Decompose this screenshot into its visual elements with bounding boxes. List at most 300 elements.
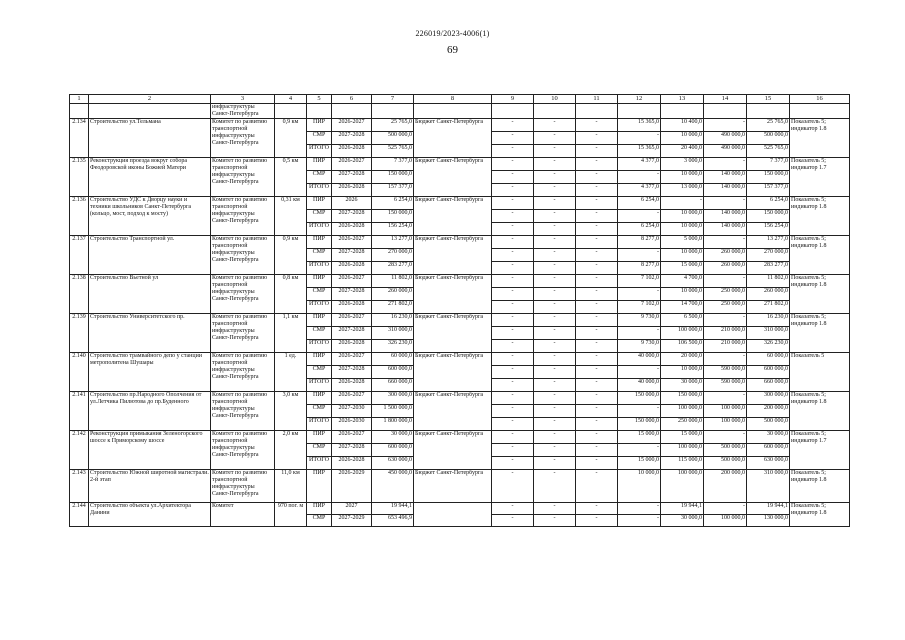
stage-type: ПИР (307, 353, 332, 366)
stage-type: ИТОГО (307, 457, 332, 470)
amount-cell: - (534, 158, 576, 171)
amount-cell: 13 000,0 (661, 184, 704, 197)
row-number: 2.139 (70, 314, 89, 353)
amount-cell: - (534, 353, 576, 366)
amount-cell: 140 000,0 (704, 184, 747, 197)
stage-total: 271 802,0 (372, 301, 414, 314)
object-name: Строительство Вьетной ул (89, 275, 211, 314)
amount-cell: 100 000,0 (661, 405, 704, 418)
stage-years: 2026-2029 (332, 470, 372, 503)
stage-total: 653 496,9 (372, 515, 414, 527)
carry-over-agency: инфраструктуры Санкт-Петербурга (211, 104, 275, 119)
responsible-agency: Комитет (211, 503, 275, 527)
amount-cell: 130 000,0 (747, 515, 790, 527)
amount-cell: - (492, 145, 534, 158)
amount-cell: 250 000,0 (704, 288, 747, 301)
amount-cell: 4 377,0 (618, 184, 661, 197)
amount-cell: - (492, 171, 534, 184)
amount-cell: - (576, 301, 618, 314)
column-number: 2 (89, 95, 211, 104)
amount-cell: - (492, 470, 534, 503)
amount-cell: 19 944,1 (747, 503, 790, 515)
stage-years: 2027-2029 (332, 515, 372, 527)
amount-cell: - (576, 314, 618, 327)
row-number: 2.134 (70, 119, 89, 158)
amount-cell: 260 000,0 (747, 288, 790, 301)
stage-years: 2026-2028 (332, 262, 372, 275)
stage-years: 2026-2027 (332, 314, 372, 327)
row-number: 2.137 (70, 236, 89, 275)
stage-total: 270 000,0 (372, 249, 414, 262)
amount-cell: - (576, 119, 618, 132)
row-number: 2.142 (70, 431, 89, 470)
stage-years: 2026-2028 (332, 145, 372, 158)
amount-cell: 6 254,0 (747, 197, 790, 210)
amount-cell: - (576, 158, 618, 171)
carry-over-row (70, 104, 850, 119)
stage-type: СМР (307, 444, 332, 457)
amount-cell: - (704, 158, 747, 171)
object-name: Строительство пр.Народного Ополчения от ул.Летчика Пилютова до пр.Буденного (89, 392, 211, 431)
amount-cell: 100 000,0 (661, 444, 704, 457)
indicator: Показатель 5; индикатор 1.7 (790, 158, 850, 197)
stage-total: 660 000,0 (372, 379, 414, 392)
amount-cell: - (618, 503, 661, 515)
amount-cell: - (534, 392, 576, 405)
stage-total: 60 000,0 (372, 353, 414, 366)
amount-cell: 630 000,0 (747, 457, 790, 470)
amount-cell: 10 000,0 (661, 132, 704, 145)
stage-years: 2027-2028 (332, 366, 372, 379)
stage-total: 283 277,0 (372, 262, 414, 275)
stage-years: 2027-2028 (332, 210, 372, 223)
amount-cell: 200 000,0 (747, 405, 790, 418)
stage-years: 2026-2028 (332, 457, 372, 470)
funding-source: Бюджет Санкт-Петербурга (414, 197, 492, 236)
stage-type: ИТОГО (307, 418, 332, 431)
amount-cell: 7 102,0 (618, 301, 661, 314)
amount-cell: - (534, 515, 576, 527)
object-name: Реконструкция проезда вокруг собора Феодоровской иконы Божией Матери (89, 158, 211, 197)
amount-cell: 140 000,0 (704, 210, 747, 223)
stage-total: 450 000,0 (372, 470, 414, 503)
stage-type: ПИР (307, 236, 332, 249)
object-capacity: 1 ед. (275, 353, 307, 392)
stage-years: 2027-2028 (332, 327, 372, 340)
column-number: 8 (414, 95, 492, 104)
stage-years: 2026-2027 (332, 275, 372, 288)
amount-cell: 15 365,0 (618, 145, 661, 158)
table-row (70, 431, 850, 444)
object-name: Строительство ул.Тельмана (89, 119, 211, 158)
amount-cell: - (492, 275, 534, 288)
amount-cell: 19 944,1 (661, 503, 704, 515)
amount-cell: - (576, 418, 618, 431)
amount-cell: 15 000,0 (618, 431, 661, 444)
amount-cell: 500 000,0 (704, 444, 747, 457)
row-number: 2.140 (70, 353, 89, 392)
amount-cell: - (492, 503, 534, 515)
amount-cell: - (576, 262, 618, 275)
amount-cell: 15 000,0 (661, 262, 704, 275)
amount-cell: - (704, 275, 747, 288)
stage-type: СМР (307, 249, 332, 262)
object-capacity: 11,0 км (275, 470, 307, 503)
table-row (70, 503, 850, 515)
stage-years: 2026-2028 (332, 340, 372, 353)
amount-cell: - (534, 171, 576, 184)
stage-type: ИТОГО (307, 184, 332, 197)
object-name: Реконструкция примыкания Зеленогорского шоссе к Приморскому шоссе (89, 431, 211, 470)
amount-cell: - (492, 158, 534, 171)
amount-cell: 5 000,0 (661, 236, 704, 249)
stage-years: 2026-2028 (332, 301, 372, 314)
stage-years: 2027-2028 (332, 132, 372, 145)
amount-cell: 525 765,0 (747, 145, 790, 158)
program-table (69, 94, 850, 527)
responsible-agency: Комитет по развитию транспортной инфраструктуры Санкт-Петербурга (211, 158, 275, 197)
stage-type: ПИР (307, 197, 332, 210)
stage-type: СМР (307, 132, 332, 145)
amount-cell: 600 000,0 (747, 366, 790, 379)
amount-cell: - (492, 431, 534, 444)
responsible-agency: Комитет по развитию транспортной инфраструктуры Санкт-Петербурга (211, 392, 275, 431)
object-capacity: 0,8 км (275, 275, 307, 314)
stage-years: 2026-2028 (332, 184, 372, 197)
amount-cell: - (492, 457, 534, 470)
amount-cell: - (492, 366, 534, 379)
amount-cell: 20 000,0 (661, 353, 704, 366)
amount-cell: 16 230,0 (747, 314, 790, 327)
stage-total: 525 765,0 (372, 145, 414, 158)
amount-cell: - (534, 418, 576, 431)
amount-cell: - (534, 184, 576, 197)
amount-cell: - (576, 249, 618, 262)
amount-cell: 200 000,0 (704, 470, 747, 503)
amount-cell: - (534, 223, 576, 236)
table-row (70, 353, 850, 366)
table-row (70, 275, 850, 288)
object-capacity: 0,9 км (275, 236, 307, 275)
amount-cell: - (534, 431, 576, 444)
stage-type: ПИР (307, 119, 332, 132)
amount-cell: - (618, 171, 661, 184)
stage-total: 19 944,1 (372, 503, 414, 515)
amount-cell: 140 000,0 (704, 171, 747, 184)
table-row (70, 236, 850, 249)
amount-cell: 310 000,0 (747, 327, 790, 340)
amount-cell: 10 400,0 (661, 119, 704, 132)
amount-cell: - (492, 262, 534, 275)
amount-cell: - (704, 314, 747, 327)
stage-years: 2026-2027 (332, 431, 372, 444)
amount-cell: 30 000,0 (747, 431, 790, 444)
responsible-agency: Комитет по развитию транспортной инфраструктуры Санкт-Петербурга (211, 236, 275, 275)
column-number: 16 (790, 95, 850, 104)
amount-cell: - (576, 470, 618, 503)
column-number: 14 (704, 95, 747, 104)
table-row (70, 392, 850, 405)
indicator: Показатель 5; индикатор 1.8 (790, 314, 850, 353)
amount-cell: 157 377,0 (747, 184, 790, 197)
amount-cell: 15 000,0 (618, 457, 661, 470)
stage-years: 2027 (332, 503, 372, 515)
amount-cell: 326 230,0 (747, 340, 790, 353)
amount-cell: - (576, 184, 618, 197)
stage-total: 600 000,0 (372, 444, 414, 457)
page-number: 69 (447, 44, 458, 56)
amount-cell: - (618, 288, 661, 301)
stage-years: 2026-2027 (332, 236, 372, 249)
column-number: 13 (661, 95, 704, 104)
amount-cell: - (576, 379, 618, 392)
amount-cell: - (618, 515, 661, 527)
amount-cell: - (534, 470, 576, 503)
amount-cell: 150 000,0 (618, 418, 661, 431)
amount-cell: 106 500,0 (661, 340, 704, 353)
stage-total: 300 000,0 (372, 392, 414, 405)
amount-cell: 60 000,0 (747, 353, 790, 366)
stage-years: 2026-2027 (332, 392, 372, 405)
amount-cell: - (492, 288, 534, 301)
amount-cell: 500 000,0 (747, 132, 790, 145)
funding-source: Бюджет Санкт-Петербурга (414, 392, 492, 431)
amount-cell: 4 377,0 (618, 158, 661, 171)
stage-total: 6 254,0 (372, 197, 414, 210)
stage-total: 630 000,0 (372, 457, 414, 470)
stage-total: 7 377,0 (372, 158, 414, 171)
stage-type: ИТОГО (307, 301, 332, 314)
column-number: 9 (492, 95, 534, 104)
amount-cell: 500 000,0 (704, 457, 747, 470)
stage-type: ПИР (307, 314, 332, 327)
amount-cell: 260 000,0 (704, 249, 747, 262)
amount-cell: - (534, 236, 576, 249)
amount-cell: 490 000,0 (704, 132, 747, 145)
amount-cell: - (704, 236, 747, 249)
amount-cell: - (534, 444, 576, 457)
amount-cell: - (576, 444, 618, 457)
indicator: Показатель 5; индикатор 1.8 (790, 197, 850, 236)
stage-type: СМР (307, 405, 332, 418)
stage-years: 2026-2030 (332, 418, 372, 431)
stage-years: 2027-2028 (332, 288, 372, 301)
amount-cell: - (492, 236, 534, 249)
amount-cell: - (492, 249, 534, 262)
amount-cell: - (492, 314, 534, 327)
column-number: 7 (372, 95, 414, 104)
amount-cell: - (492, 515, 534, 527)
stage-type: СМР (307, 210, 332, 223)
amount-cell: 490 000,0 (704, 145, 747, 158)
amount-cell: - (704, 119, 747, 132)
stage-type: ПИР (307, 431, 332, 444)
stage-total: 157 377,0 (372, 184, 414, 197)
stage-years: 2026-2027 (332, 119, 372, 132)
amount-cell: 3 000,0 (661, 158, 704, 171)
amount-cell: - (661, 197, 704, 210)
amount-cell: - (704, 197, 747, 210)
object-capacity: 3,0 км (275, 392, 307, 431)
amount-cell: - (534, 379, 576, 392)
amount-cell: - (576, 503, 618, 515)
amount-cell: - (534, 366, 576, 379)
amount-cell: - (618, 444, 661, 457)
amount-cell: - (576, 197, 618, 210)
amount-cell: - (576, 223, 618, 236)
amount-cell: 9 730,0 (618, 314, 661, 327)
amount-cell: 10 000,0 (618, 470, 661, 503)
amount-cell: - (618, 132, 661, 145)
amount-cell: 11 802,0 (747, 275, 790, 288)
amount-cell: 140 000,0 (704, 223, 747, 236)
amount-cell: - (492, 340, 534, 353)
amount-cell: 40 000,0 (618, 353, 661, 366)
amount-cell: - (492, 327, 534, 340)
amount-cell: 100 000,0 (704, 515, 747, 527)
amount-cell: - (704, 353, 747, 366)
indicator: Показатель 5; индикатор 1.8 (790, 392, 850, 431)
table-row (70, 197, 850, 210)
stage-total: 25 765,0 (372, 119, 414, 132)
responsible-agency: Комитет по развитию транспортной инфраструктуры Санкт-Петербурга (211, 353, 275, 392)
amount-cell: 10 000,0 (661, 249, 704, 262)
stage-type: ПИР (307, 275, 332, 288)
object-name: Строительство трамвайного депо у станции метрополитена Шушары (89, 353, 211, 392)
amount-cell: - (704, 392, 747, 405)
responsible-agency: Комитет по развитию транспортной инфраструктуры Санкт-Петербурга (211, 431, 275, 470)
stage-total: 1 800 000,0 (372, 418, 414, 431)
amount-cell: 590 000,0 (704, 379, 747, 392)
object-name: Строительство Южной широтной магистрали. 2-й этап (89, 470, 211, 503)
row-number: 2.144 (70, 503, 89, 527)
stage-type: ИТОГО (307, 145, 332, 158)
amount-cell: 210 000,0 (704, 340, 747, 353)
stage-total: 310 000,0 (372, 327, 414, 340)
amount-cell: - (492, 418, 534, 431)
stage-total: 11 802,0 (372, 275, 414, 288)
amount-cell: 590 000,0 (704, 366, 747, 379)
stage-type: СМР (307, 171, 332, 184)
amount-cell: - (492, 301, 534, 314)
amount-cell: 30 000,0 (661, 379, 704, 392)
column-number: 4 (275, 95, 307, 104)
table-row (70, 119, 850, 132)
amount-cell: 10 000,0 (661, 171, 704, 184)
column-number: 3 (211, 95, 275, 104)
amount-cell: 13 277,0 (747, 236, 790, 249)
amount-cell: - (492, 197, 534, 210)
stage-type: ПИР (307, 503, 332, 515)
column-number: 11 (576, 95, 618, 104)
amount-cell: 9 730,0 (618, 340, 661, 353)
amount-cell: - (576, 275, 618, 288)
row-number: 2.141 (70, 392, 89, 431)
stage-type: ПИР (307, 470, 332, 503)
amount-cell: 6 254,0 (618, 197, 661, 210)
amount-cell: - (576, 431, 618, 444)
stage-type: ПИР (307, 158, 332, 171)
amount-cell: - (534, 457, 576, 470)
amount-cell: 250 000,0 (661, 418, 704, 431)
amount-cell: 283 277,0 (747, 262, 790, 275)
amount-cell: 660 000,0 (747, 379, 790, 392)
amount-cell: - (534, 249, 576, 262)
table-body (70, 95, 850, 527)
funding-source: Бюджет Санкт-Петербурга (414, 314, 492, 353)
amount-cell: 500 000,0 (747, 418, 790, 431)
column-number: 15 (747, 95, 790, 104)
indicator: Показатель 5; индикатор 1.8 (790, 119, 850, 158)
amount-cell: 115 000,0 (661, 457, 704, 470)
amount-cell: - (492, 444, 534, 457)
amount-cell: 10 000,0 (661, 210, 704, 223)
stage-years: 2026-2027 (332, 158, 372, 171)
amount-cell: - (492, 392, 534, 405)
stage-total: 156 254,0 (372, 223, 414, 236)
object-capacity: 970 пог. м (275, 503, 307, 527)
funding-source: Бюджет Санкт-Петербурга (414, 158, 492, 197)
amount-cell: - (492, 405, 534, 418)
amount-cell: 150 000,0 (747, 210, 790, 223)
amount-cell: 600 000,0 (747, 444, 790, 457)
stage-years: 2027-2028 (332, 249, 372, 262)
amount-cell: 40 000,0 (618, 379, 661, 392)
amount-cell: 10 000,0 (661, 366, 704, 379)
amount-cell: 6 500,0 (661, 314, 704, 327)
funding-source: Бюджет Санкт-Петербурга (414, 431, 492, 470)
amount-cell: 150 000,0 (618, 392, 661, 405)
row-number: 2.136 (70, 197, 89, 236)
stage-years: 2026-2027 (332, 353, 372, 366)
object-name: Строительство Транспортной ул. (89, 236, 211, 275)
amount-cell: - (576, 457, 618, 470)
indicator: Показатель 5; индикатор 1.8 (790, 236, 850, 275)
stage-total: 1 500 000,0 (372, 405, 414, 418)
amount-cell: - (534, 119, 576, 132)
amount-cell: 15 000,0 (661, 431, 704, 444)
amount-cell: - (576, 366, 618, 379)
amount-cell: - (492, 353, 534, 366)
amount-cell: 30 000,0 (661, 515, 704, 527)
amount-cell: - (704, 503, 747, 515)
stage-years: 2026 (332, 197, 372, 210)
column-number: 5 (307, 95, 332, 104)
stage-years: 2026-2028 (332, 223, 372, 236)
stage-years: 2027-2028 (332, 444, 372, 457)
amount-cell: - (576, 340, 618, 353)
indicator: Показатель 5 (790, 353, 850, 392)
amount-cell: 300 000,0 (747, 392, 790, 405)
stage-type: СМР (307, 288, 332, 301)
amount-cell: - (618, 249, 661, 262)
table-row (70, 158, 850, 171)
amount-cell: - (534, 145, 576, 158)
amount-cell: - (576, 327, 618, 340)
stage-type: СМР (307, 515, 332, 527)
amount-cell: - (576, 210, 618, 223)
responsible-agency: Комитет по развитию транспортной инфраструктуры Санкт-Петербурга (211, 197, 275, 236)
stage-type: СМР (307, 327, 332, 340)
stage-years: 2026-2028 (332, 379, 372, 392)
object-capacity: 2,0 км (275, 431, 307, 470)
object-capacity: 1,1 км (275, 314, 307, 353)
document-number: 226019/2023-4006(1) (415, 29, 490, 38)
stage-type: ИТОГО (307, 223, 332, 236)
amount-cell: 4 700,0 (661, 275, 704, 288)
indicator: Показатель 5; индикатор 1.7 (790, 431, 850, 470)
amount-cell: - (704, 431, 747, 444)
